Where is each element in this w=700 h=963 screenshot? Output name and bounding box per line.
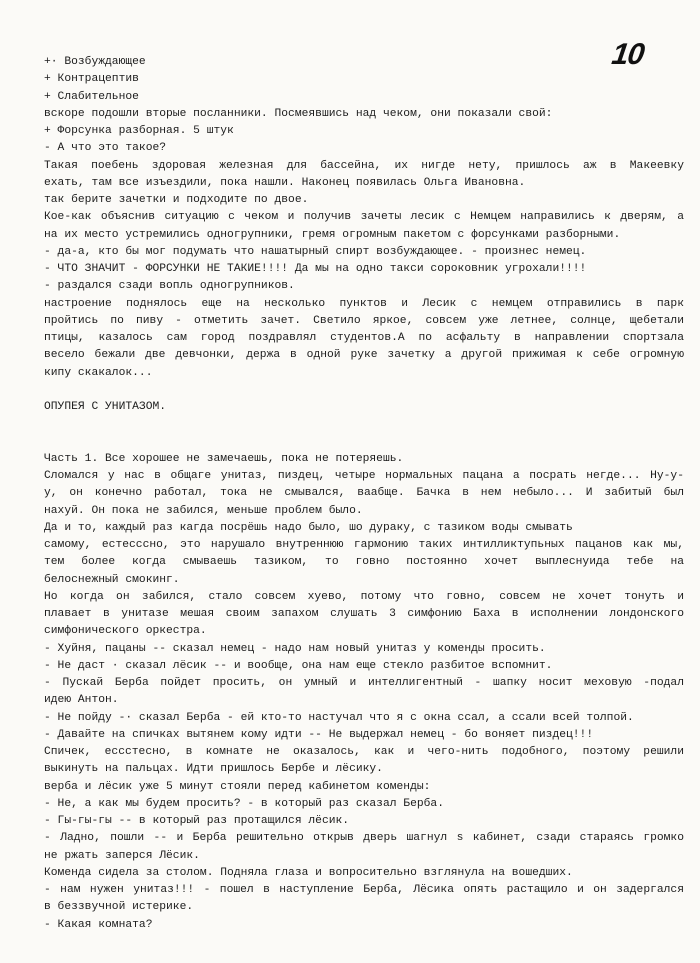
text-line: белоснежный смокинг. <box>44 573 180 586</box>
text-line: плавает в унитазе мешая своим запахом слушать 3 симфонию Баха в исполнении лондонского <box>44 608 684 620</box>
text-line: - раздался сзади вопль одногрупников. <box>44 280 295 293</box>
text-line: - Какая комната? <box>44 918 153 931</box>
text-line: у, он конечно работал, тока не смывался, ваабще. Бачка в нем небыло... И забитый был <box>44 487 684 500</box>
text-line: - Хуйня, пацаны -- сказал немец - надо нам новый унитаз у коменды просить. <box>44 642 546 655</box>
text-line: + Слабительное <box>44 90 139 103</box>
text-line: настроение поднялось еще на несколько пунктов и Лесик с немцем отправились в парк <box>44 297 684 310</box>
text-line: Коменда сидела за столом. Подняла глаза и вопросительно взглянула на вошедших. <box>44 866 573 879</box>
text-line: Сломался у нас в общаге унитаз, пиздец, четыре нормальных пацана а посрать негде... Ну-у- <box>44 470 684 482</box>
text-line: нахуй. Он пока не забился, меньше проблем было. <box>44 504 363 517</box>
text-line: Спичек, ессстесно, в комнате не оказалось, как и чего-нить подобного, поэтому решили <box>44 746 684 758</box>
text-line: выкинуть на пальцах. Идти пришлось Бербе и лёсику. <box>44 763 383 776</box>
text-line: идею Антон. <box>44 694 119 707</box>
text-line: - Не, а как мы будем просить? - в который раз сказал Берба. <box>44 797 444 810</box>
text-line: - Ладно, пошли -- и Берба решительно открыв дверь шагнул s кабинет, сзади стараясь громко <box>44 832 684 845</box>
blank-line <box>44 382 684 399</box>
text-line: - ЧТО ЗНАЧИТ - ФОРСУНКИ НЕ ТАКИЕ!!!! Да мы на одно такси сороковник угрохали!!!! <box>44 263 587 275</box>
document-body <box>44 54 684 934</box>
text-line: весело бежали две девчонки, держа в одной руке зачетку а другой прижимая к себе огромную <box>44 349 684 362</box>
text-line: - А что это такое? <box>44 142 167 155</box>
blank-line <box>44 416 684 433</box>
text-line: +· Возбуждающее <box>44 56 146 68</box>
text-line: Часть 1. Все хорошее не замечаешь, пока не потеряешь. <box>44 452 404 465</box>
text-line: + Контрацептив <box>44 73 139 86</box>
text-line: так берите зачетки и подходите по двое. <box>44 194 309 206</box>
text-line: Кое-как объяснив ситуацию с чеком и получив зачеты лесик с Немцем направились к дверям, а <box>44 211 684 224</box>
text-line: - Не даст · сказал лёсик -- и вообще, она нам еще стекло разбитое вспомнит. <box>44 659 553 672</box>
text-line: - Не пойду -· сказал Берба - ей кто-то настучал что я с окна ссал, а ссали всей толпой. <box>44 711 634 724</box>
text-line: не ржать заперся Лёсик. <box>44 849 200 862</box>
text-line: - Давайте на спичках вытянем кому идти -- Не выдержал немец - бо воняет пиздец!!! <box>44 728 594 741</box>
text-line: ОПУПЕЯ С УНИТАЗОМ. <box>44 401 167 413</box>
text-line: в беззвучной истерике. <box>44 901 194 914</box>
page-number: 10 <box>609 38 646 71</box>
text-line: вскоре подошли вторые посланники. Посмеявшись над чеком, они показали свой: <box>44 107 553 120</box>
text-line: птицы, казалось сам город поздравлял студентов.А по асфальту в направлении спортзала <box>44 332 684 344</box>
text-line: ехать, там все изъездили, пока нашли. Наконец появилась Ольга Ивановна. <box>44 176 526 189</box>
text-line: симфонического оркестра. <box>44 625 207 638</box>
text-line: на их место устремились одногрупники, гремя огромным пакетом с форсунками разборными. <box>44 228 621 241</box>
text-line: верба и лёсик уже 5 минут стояли перед кабинетом коменды: <box>44 780 431 793</box>
text-line: - да-а, кто бы мог подумать что нашатырный спирт возбуждающее. - произнес немец. <box>44 245 587 258</box>
text-line: - Гы-гы-гы -- в который раз протащился лёсик. <box>44 815 350 827</box>
blank-line <box>44 434 684 451</box>
text-line: - нам нужен унитаз!!! - пошел в наступление Берба, Лёсика опять растащило и он задергался <box>44 884 684 896</box>
text-line: Да и то, каждый раз кагда посрёшь надо было, шо дураку, с тазиком воды смывать <box>44 521 573 534</box>
text-line: Такая поебень здоровая железная для бассейна, их нигде нету, пришлось аж в Макеевку <box>44 159 684 172</box>
text-line: самому, естесссно, это нарушало внутреннюю гармонию таких интилликтупьных пацанов как мы, <box>44 539 684 551</box>
text-line: пройтись по пиву - отметить зачет. Светило яркое, совсем уже летнее, солнце, щебетали <box>44 314 684 327</box>
text-line: Но когда он забился, стало совсем хуево, потому что говно, совсем не хочет тонуть и <box>44 590 684 603</box>
text-line: тем более когда смываешь тазиком, то говно постоянно хочет выплеснуида тебе на <box>44 556 684 569</box>
text-line: кипу скакалок... <box>44 366 153 379</box>
text-line: - Пускай Берба пойдет просить, он умный и интеллигентный - шапку носит меховую -подал <box>44 677 684 689</box>
text-line: + Форсунка разборная. 5 штук <box>44 125 234 137</box>
